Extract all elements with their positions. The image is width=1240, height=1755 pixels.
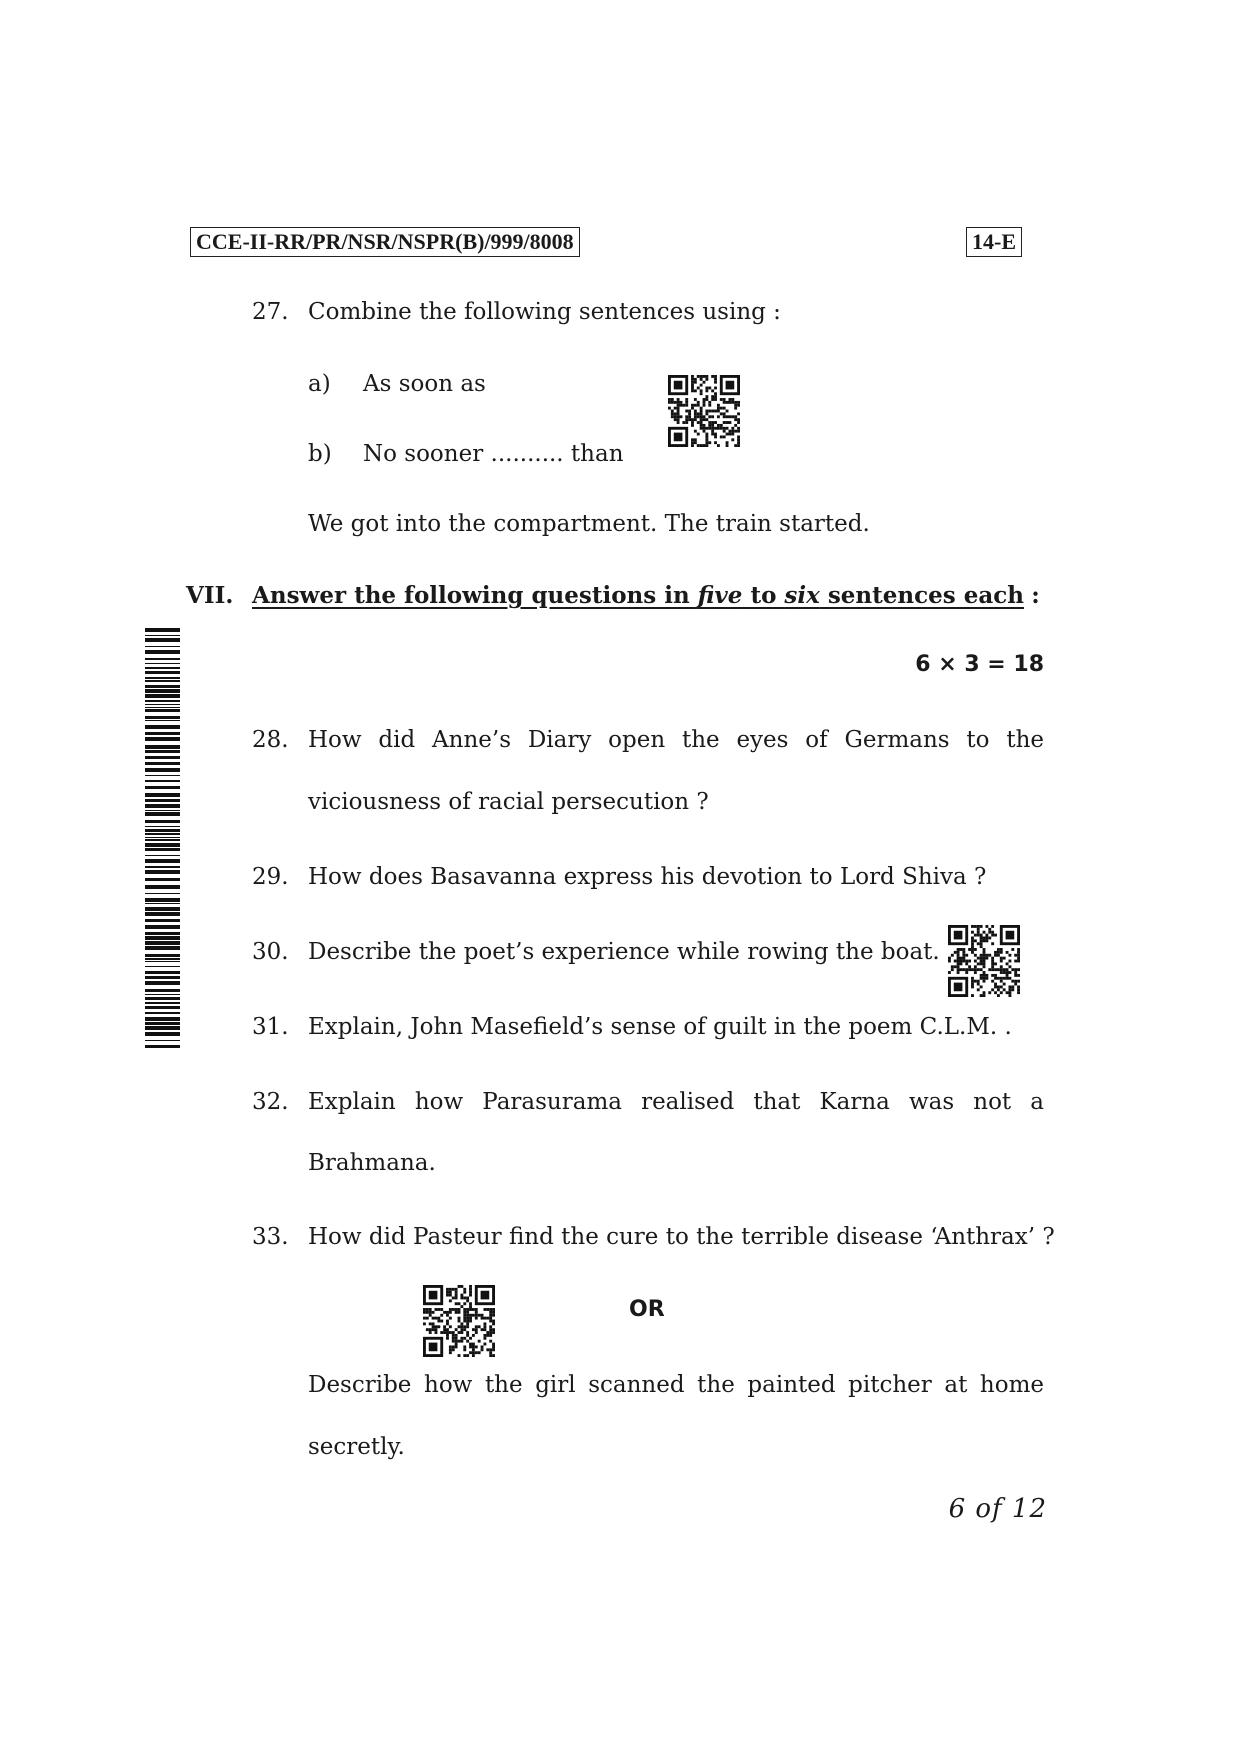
option-b-text: No sooner .......... than [363, 441, 624, 467]
page-number: 6 of 12 [948, 1494, 1047, 1524]
alt-question-text: Describe how the girl scanned the painted pitcher at home [308, 1372, 1044, 1398]
question-30-text: Describe the poet’s experience while rowing the boat. [308, 939, 940, 965]
qr-code-icon [668, 375, 740, 447]
question-27-sentences: We got into the compartment. The train started. [308, 511, 870, 537]
question-31-number: 31. [252, 1014, 289, 1040]
question-33-text: How did Pasteur find the cure to the terrible disease ‘Anthrax’ ? [308, 1224, 1055, 1250]
question-28-text: How did Anne’s Diary open the eyes of Germans to the [308, 727, 1044, 753]
question-31-text: Explain, John Masefield’s sense of guilt in the poem C.L.M. . [308, 1014, 1012, 1040]
alt-question-text-cont: secretly. [308, 1434, 405, 1460]
exam-code: CCE-II-RR/PR/NSR/NSPR(B)/999/8008 [190, 227, 580, 257]
question-32-number: 32. [252, 1089, 289, 1115]
question-32-text: Explain how Parasurama realised that Karna was not a [308, 1089, 1044, 1115]
barcode-icon [145, 628, 180, 1048]
question-32-text-cont: Brahmana. [308, 1150, 436, 1176]
qr-code-icon [948, 925, 1020, 997]
question-30-number: 30. [252, 939, 289, 965]
question-28-number: 28. [252, 727, 289, 753]
question-29-number: 29. [252, 864, 289, 890]
paper-code: 14-E [966, 227, 1022, 257]
section-number: VII. [186, 582, 234, 609]
question-33-number: 33. [252, 1224, 289, 1250]
option-a-label: a) [308, 371, 331, 397]
question-28-text-cont: viciousness of racial persecution ? [308, 789, 709, 815]
question-27-number: 27. [252, 299, 289, 325]
option-a-text: As soon as [363, 371, 486, 397]
question-29-text: How does Basavanna express his devotion to Lord Shiva ? [308, 864, 987, 890]
qr-code-icon [423, 1285, 495, 1357]
option-b-label: b) [308, 441, 332, 467]
question-27-text: Combine the following sentences using : [308, 299, 781, 325]
section-marks: 6 × 3 = 18 [915, 652, 1044, 677]
or-label: OR [629, 1297, 665, 1322]
section-instruction: Answer the following questions in five to six sentences each : [252, 582, 1040, 609]
